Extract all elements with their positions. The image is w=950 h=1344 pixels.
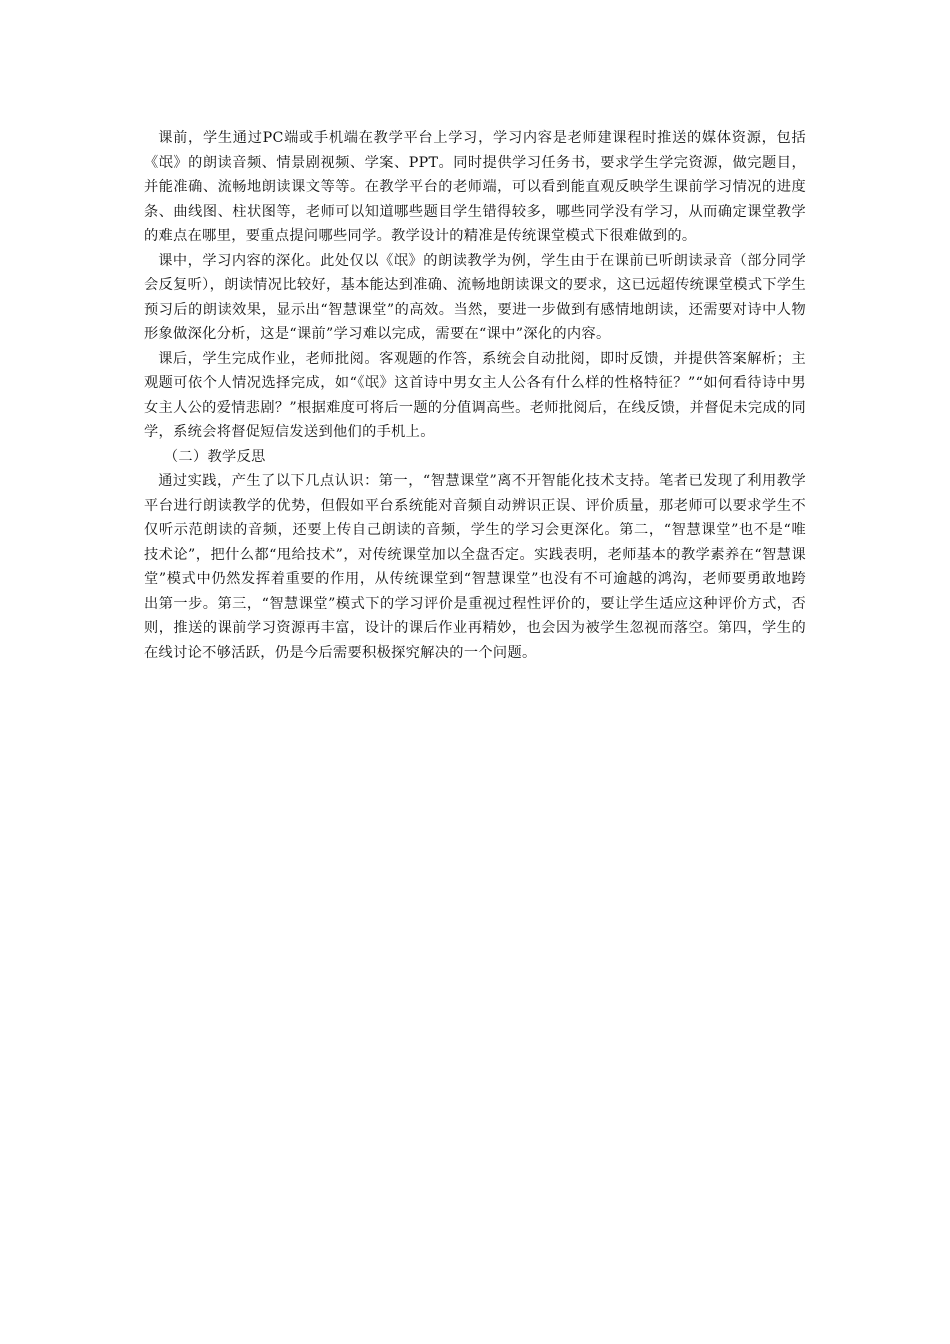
paragraph-during-class: 课中，学习内容的深化。此处仅以《氓》的朗读教学为例，学生由于在课前已听朗读录音（部分同学会反复听），朗读情况比较好，基本能达到准确、流畅地朗读课文的要求，这已远超传统课堂模式下学生预习后的朗读效果，显示出“智慧课堂”的高效。当然，要进一步做到有感情地朗读，还需要对诗中人物形象做深化分析，这是“课前”学习难以完成，需要在“课中”深化的内容。: [144, 252, 806, 342]
paragraph-reflection: 通过实践，产生了以下几点认识：第一，“智慧课堂”离不开智能化技术支持。笔者已发现了利用教学平台进行朗读教学的优势，但假如平台系统能对音频自动辨识正误、评价质量，那老师可以要求学生不仅听示范朗读的音频，还要上传自己朗读的音频，学生的学习会更深化。第二，“智慧课堂”也不是“唯技术论”，把什么都“甩给技术”，对传统课堂加以全盘否定。实践表明，老师基本的教学素养在“智慧课堂”模式中仍然发挥着重要的作用，从传统课堂到“智慧课堂”也没有不可逾越的鸿沟，老师要勇敢地跨出第一步。第三，“智慧课堂”模式下的学习评价是重视过程性评价的，要让学生适应这种评价方式，否则，推送的课前学习资源再丰富，设计的课后作业再精妙，也会因为被学生忽视而落空。第四，学生的在线讨论不够活跃，仍是今后需要积极探究解决的一个问题。: [144, 473, 806, 661]
document-page: [144, 126, 806, 665]
paragraph-after-class: 课后，学生完成作业，老师批阅。客观题的作答，系统会自动批阅，即时反馈，并提供答案解析；主观题可依个人情况选择完成，如“《氓》这首诗中男女主人公各有什么样的性格特征？”“如何看待诗中男女主人公的爱情悲剧？”根据难度可将后一题的分值调高些。老师批阅后，在线反馈，并督促未完成的同学，系统会将督促短信发送到他们的手机上。: [144, 350, 806, 440]
section-heading: （二）教学反思: [163, 448, 266, 465]
paragraph-before-class: 课前，学生通过PC端或手机端在教学平台上学习，学习内容是老师建课程时推送的媒体资源，包括《氓》的朗读音频、情景剧视频、学案、PPT。同时提供学习任务书，要求学生学完资源，做完题目，并能准确、流畅地朗读课文等等。在教学平台的老师端，可以看到能直观反映学生课前学习情况的进度条、曲线图、柱状图等，老师可以知道哪些题目学生错得较多，哪些同学没有学习，从而确定课堂教学的难点在哪里，要重点提问哪些同学。教学设计的精准是传统课堂模式下很难做到的。: [144, 130, 806, 244]
